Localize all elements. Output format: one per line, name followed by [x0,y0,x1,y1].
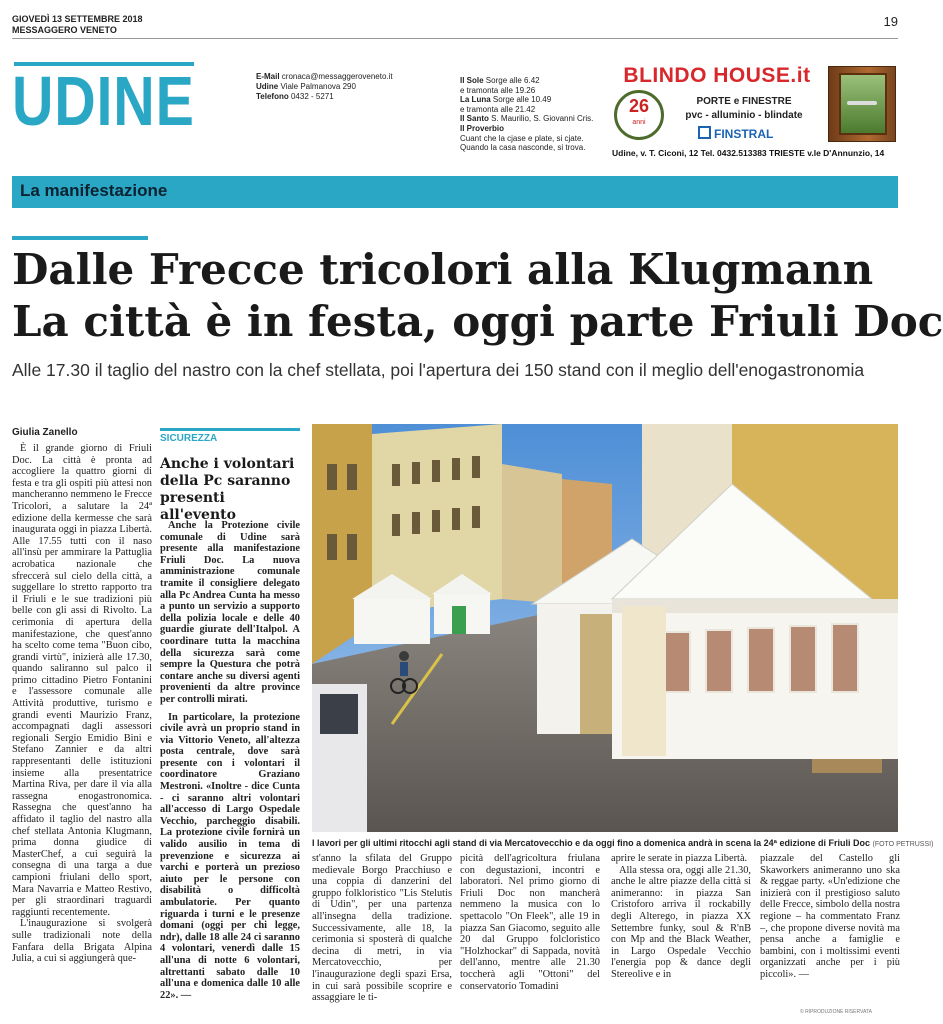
moon-label: La Luna [460,95,491,105]
article-column-4 [460,853,600,992]
paragraph: picità dell'agricoltura friulana con degustazioni, incontri e laboratori. Nel primo giorno di Friuli Doc non mancherà nemmeno la musica con lo spettacolo "On Fleek", alle 19 in piazza San Giacomo, seguito alle 20 dal Gruppo folcloristico "Holzhockar" di Sappada, novità dell'anno, mentre alle 21.30 toccherà agli "Ottoni" del conservatorio Tomadini [460,853,600,992]
dateline [12,14,143,36]
ad-partner-name: FINSTRAL [714,127,774,141]
caption-text: I lavori per gli ultimi ritocchi agli stand di via Mercatovecchio e da oggi fino a domenica andrà in scena la 24ª edizione di Friuli Doc [312,838,870,848]
date: GIOVEDÌ 13 SETTEMBRE 2018 [12,14,143,24]
ad-years: 26 [628,96,650,116]
photo-caption [312,838,934,848]
sun-label: Il Sole [460,76,484,85]
paragraph: st'anno la sfilata del Gruppo medievale Borgo Pracchiuso e una coppia di danzerini del gruppo folkloristico "Lis Stelutis di Udin", per una partenza all'insegna della tradizione. Successivamente, alle 18, la cerimonia si sposterà di qualche decina di metri, in via Mercatovecchio, per l'inaugurazione degli spazi Ersa, in cui sarà possibile scoprire e assaggiare le ti- [312,853,452,1004]
headline-line-1: Dalle Frecce tricolori alla Klugmann [12,245,874,294]
paragraph: L'inaugurazione si svolgerà sulle tradizionali note della Fanfara della Brigata Alpina Julia, a cui si aggiungerà que- [12,918,152,965]
article-column-6 [760,853,900,981]
byline: Giulia Zanello [12,427,78,438]
sidebar-tag: SICUREZZA [160,428,300,444]
headline-line-2: La città è in festa, oggi parte Friuli Doc [12,297,943,346]
almanac-block [460,76,620,153]
moon-rise: Sorge alle 10.49 [492,95,552,105]
paragraph: Anche la Protezione civile comunale di Udine sarà presente alla manifestazione Friuli Doc. La nuova amministrazione comunale tramite il consigliere delegato alla Pc Andrea Cunta ha messo a punto un servizio a supporto della polizia locale e delle 40 guardie giurate dell'Italpol. A coordinare tutta la macchina della sicurezza sarà come sempre la Questura che potrà contare anche su diversi agenti provenienti da altre province per controlli mirati. [160,520,300,705]
ad-brand: BLINDO HOUSE.it [623,64,811,87]
section-title: UDINE [12,62,195,140]
article-column-5 [611,853,751,981]
sidebar-title: Anche i volontari della Pc saranno presenti all'evento [160,456,295,523]
email: cronaca@messaggeroveneto.it [281,72,393,81]
sun-set: e tramonta alle 19.26 [460,85,536,95]
ad-anniversary-badge [614,90,664,140]
proverb-friulian: Cuant che la cjase e plate, si cjate. [460,133,584,143]
email-label: E-Mail [256,72,280,81]
moon-set: e tramonta alle 21.42 [460,104,536,114]
sidebar-body [160,520,300,1001]
door-image [828,66,896,142]
photo-credit: (FOTO PETRUSSI) [872,841,934,848]
sun-rise: Sorge alle 6.42 [485,76,540,85]
ad-line-1: PORTE e FINESTRE [696,96,792,107]
header-rule [12,38,898,39]
page-number: 19 [883,14,898,29]
paper-name: MESSAGGERO VENETO [12,25,117,35]
article-column-3 [312,853,452,1004]
saint-label: Il Santo [460,114,489,124]
paragraph: È il grande giorno di Friuli Doc. La città è pronta ad accogliere la quattro giorni di festa e tra gli ospiti più attesi non mancheranno nemmeno le Frecce Tricolori, a salutare la 24ª edizione della kermesse che sarà inaugurata oggi in piazza Libertà. Alle 17.55 tutti con il naso all'insù per ammirare la Pattuglia acrobatica nazionale che sfreccerà sul cielo della città, a suggellare lo stretto rapporto tra il Friuli e le sue tradizioni più belle con gli assi di Rivolto. La cerimonia di apertura della manifestazione, che quest'anno ha scelto come tema "Buon cibo, grandi virtù", inizierà alle 17.30, quando saliranno sul palco il primo cittadino Pietro Fontanini e l'assessore comunale alle Attività produttive, turismo e grandi eventi Maurizio Franz, accompagnati dagli assessori regionali Sergio Emidio Bini e Stefano Zannier e da altri rappresentanti delle istituzioni insieme alla presentatrice Martina Riva, per dare il via alla rassegna enogastronomica. Rassegna che quest'anno ha affidato il taglio del nastro alla chef stellata Antonia Klugmann, prima donna giudice di MasterChef, a cui seguirà la consegna di una targa a due campioni friulani dello sport, Mara Navarria e Matteo Restivo, per gli straordinari traguardi raggiunti recentemente. [12,443,152,918]
paragraph: aprire le serate in piazza Libertà. [611,853,748,864]
paragraph: Alla stessa ora, oggi alle 21.30, anche le altre piazze della città si animeranno: in piazza San Cristoforo arriva il rockabilly degli Alterego, in piazza XX Settembre funky, soul & R'nB con Mp and the Black Weather, in Largo Ospedale Vecchio l'energia pop & dance degli Stereolive e in [611,864,751,980]
section-band-label: La manifestazione [20,181,168,200]
paragraph: In particolare, la protezione civile avrà un proprio stand in via Vittorio Veneto, all'altezza posta centrale, dove sarà presente con i volontari il coordinatore Graziano Mestroni. «Inoltre - dice Cunta - ci saranno altri volontari all'accesso di Largo Ospedale Vecchio, parcheggio disabili. La protezione civile fornirà un valido ausilio in tema di prevenzione e sicurezza ai varchi e porterà un prezioso aiuto per le persone con disabilità o difficoltà ambulatorie. Per quanto riguarda i turni e le presenze domani (oggi per chi legge, ndr), dalle 18 alle 24 ci saranno 4 volontari, venerdì dalle 15 all'una di notte 6 volontari, altrettanti sabato dalle 10 all'una e domenica dalle 10 alle 22». — [160,711,300,1001]
proverb-label: Il Proverbio [460,123,505,133]
ad-years-word: anni [632,119,646,126]
headline [12,244,943,348]
paragraph: piazzale del Castello gli Skaworkers animeranno uno ska & reggae party. «Un'edizione che inizierà con il prestigioso saluto delle Frecce, simbolo della nostra regione – ha commentato Franz –, che propone diverse novità ma pensa anche a famiglie e bambini, con i moltissimi eventi organizzati anche per i più piccoli». — [760,853,900,980]
contact-block [256,72,393,102]
article-column-1 [12,443,152,965]
advertisement[interactable] [612,64,896,164]
subheadline: Alle 17.30 il taglio del nastro con la chef stellata, poi l'apertura dei 150 stand con il meglio dell'enogastronomia [12,360,865,380]
phone: 0432 - 5271 [290,92,334,101]
ad-address: Udine, v. T. Ciconi, 12 Tel. 0432.513383 TRIESTE v.le D'Annunzio, 14 [612,148,885,158]
ad-line-2: pvc - alluminio - blindate [685,110,803,121]
street-photo [312,424,898,832]
copyright-note: © RIPRODUZIONE RISERVATA [800,1009,872,1015]
phone-label: Telefono [256,92,289,101]
address-label: Udine [256,82,279,91]
finstral-logo-icon [698,126,711,139]
ad-partner [698,126,773,141]
address: Viale Palmanova 290 [280,82,356,91]
saint: S. Maurilio, S. Giovanni Cris. [491,114,594,124]
market-stands-image [312,424,898,832]
headline-accent-bar [12,236,148,240]
proverb-italian: Quando la casa nasconde, si trova. [460,143,586,153]
